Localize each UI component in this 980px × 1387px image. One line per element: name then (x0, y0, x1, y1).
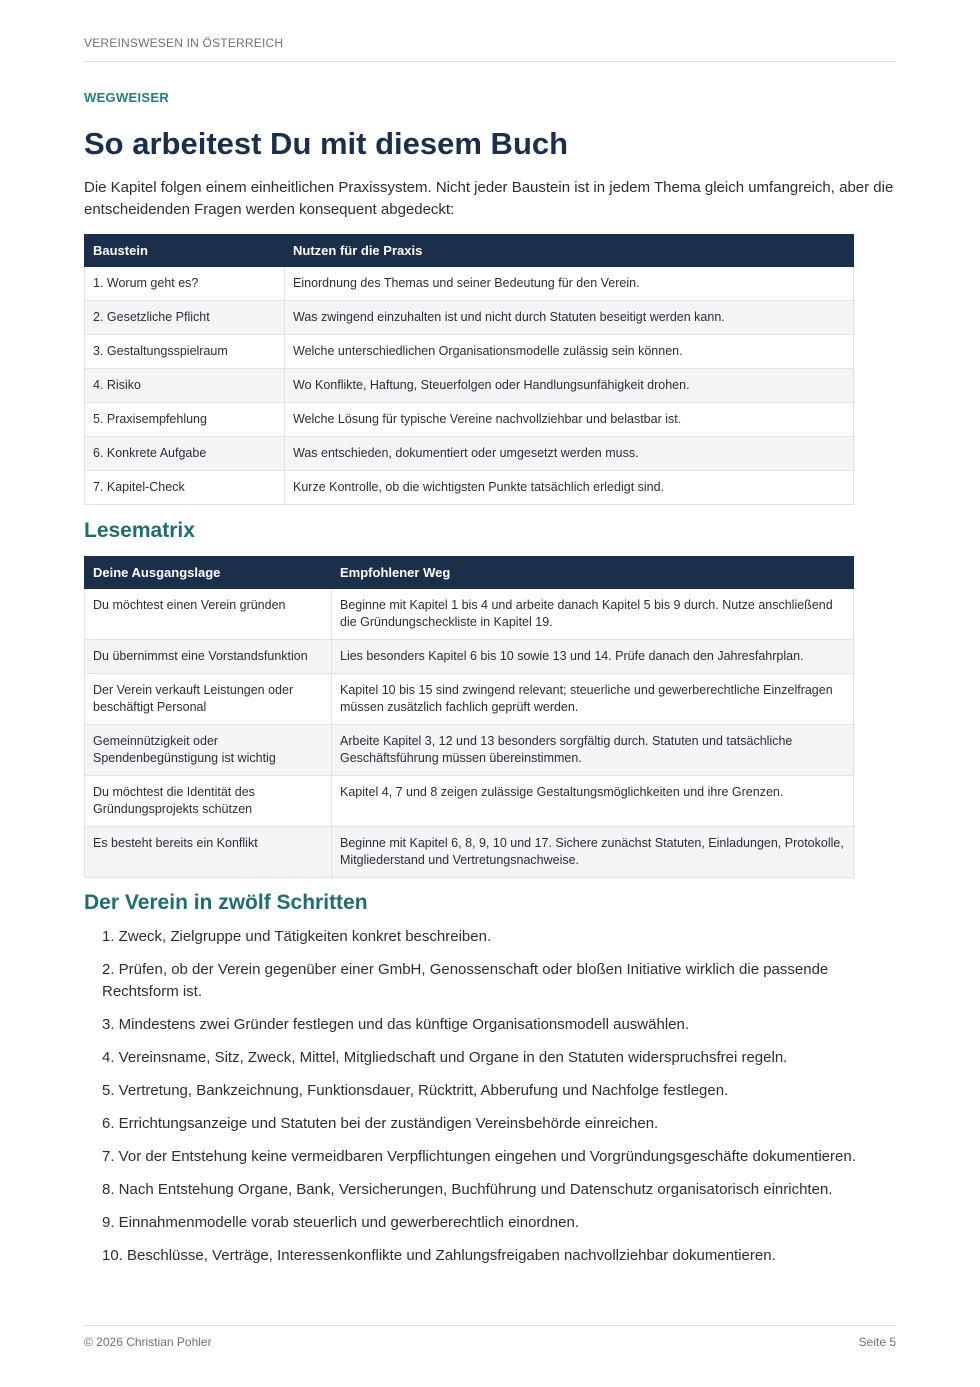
table-row (85, 471, 854, 505)
baustein-cell: 4. Risiko (85, 369, 285, 403)
weg-cell: Beginne mit Kapitel 6, 8, 9, 10 und 17. Sichere zunächst Statuten, Einladungen, Protokolle, Mitgliederstand und Vertretungsnachweise. (332, 827, 854, 878)
baustein-cell: 3. Gestaltungsspielraum (85, 335, 285, 369)
baustein-cell: 1. Worum geht es? (85, 267, 285, 301)
list-item: 8. Nach Entstehung Organe, Bank, Versicherungen, Buchführung und Datenschutz organisatorisch einrichten. (102, 1181, 833, 1198)
table-row (85, 674, 854, 725)
list-item: 7. Vor der Entstehung keine vermeidbaren Verpflichtungen eingehen und Vorgründungsgeschäfte dokumentieren. (102, 1148, 856, 1165)
column-header-nutzen: Nutzen für die Praxis (285, 235, 854, 267)
baustein-cell: 6. Konkrete Aufgabe (85, 437, 285, 471)
column-header-ausgangslage: Deine Ausgangslage (85, 557, 332, 589)
page-footer (84, 1325, 896, 1349)
steps-heading: Der Verein in zwölf Schritten (84, 891, 368, 914)
lesematrix-heading: Lesematrix (84, 519, 195, 542)
page-title: So arbeitest Du mit diesem Buch (84, 126, 569, 161)
table-row (85, 725, 854, 776)
list-item: 10. Beschlüsse, Verträge, Interessenkonflikte und Zahlungsfreigaben nachvollziehbar dokumentieren. (102, 1247, 776, 1264)
ausgangslage-cell: Gemeinnützigkeit oder Spendenbegünstigung ist wichtig (85, 725, 332, 776)
list-item: 6. Errichtungsanzeige und Statuten bei der zuständigen Vereinsbehörde einreichen. (102, 1115, 659, 1132)
table-row (85, 335, 854, 369)
weg-cell: Kapitel 10 bis 15 sind zwingend relevant; steuerliche und gewerberechtliche Einzelfragen müssen zusätzlich fachlich geprüft werden. (332, 674, 854, 725)
table-row (85, 369, 854, 403)
table-row (85, 776, 854, 827)
weg-cell: Kapitel 4, 7 und 8 zeigen zulässige Gestaltungsmöglichkeiten und ihre Grenzen. (332, 776, 854, 827)
table-row (85, 437, 854, 471)
ausgangslage-cell: Du übernimmst eine Vorstandsfunktion (85, 640, 332, 674)
ausgangslage-cell: Du möchtest die Identität des Gründungsprojekts schützen (85, 776, 332, 827)
table-row (85, 267, 854, 301)
table-header-row (85, 235, 854, 267)
list-item: 3. Mindestens zwei Gründer festlegen und das künftige Organisationsmodell auswählen. (102, 1016, 690, 1033)
table-row (85, 827, 854, 878)
column-header-weg: Empfohlener Weg (332, 557, 854, 589)
list-item: 2. Prüfen, ob der Verein gegenüber einer GmbH, Genossenschaft oder bloßen Initiative wirklich die passende Rechtsform ist. (102, 961, 829, 1000)
lesematrix-table (84, 556, 854, 878)
column-header-baustein: Baustein (85, 235, 285, 267)
nutzen-cell: Was zwingend einzuhalten ist und nicht durch Statuten beseitigt werden kann. (285, 301, 854, 335)
running-header: VEREINSWESEN IN ÖSTERREICH (84, 36, 896, 62)
weg-cell: Arbeite Kapitel 3, 12 und 13 besonders sorgfältig durch. Statuten und tatsächliche Geschäftsführung müssen übereinstimmen. (332, 725, 854, 776)
weg-cell: Beginne mit Kapitel 1 bis 4 und arbeite danach Kapitel 5 bis 9 durch. Nutze anschließend die Gründungscheckliste in Kapitel 19. (332, 589, 854, 640)
table-row (85, 640, 854, 674)
nutzen-cell: Welche Lösung für typische Vereine nachvollziehbar und belastbar ist. (285, 403, 854, 437)
copyright-text: © 2026 Christian Pohler (84, 1335, 212, 1349)
list-item: 5. Vertretung, Bankzeichnung, Funktionsdauer, Rücktritt, Abberufung und Nachfolge festlegen. (102, 1082, 729, 1099)
baustein-cell: 2. Gesetzliche Pflicht (85, 301, 285, 335)
table-row (85, 301, 854, 335)
baustein-cell: 5. Praxisempfehlung (85, 403, 285, 437)
ausgangslage-cell: Der Verein verkauft Leistungen oder beschäftigt Personal (85, 674, 332, 725)
ausgangslage-cell: Du möchtest einen Verein gründen (85, 589, 332, 640)
table-row (85, 403, 854, 437)
table-header-row (85, 557, 854, 589)
intro-paragraph: Die Kapitel folgen einem einheitlichen Praxissystem. Nicht jeder Baustein ist in jedem Thema gleich umfangreich, aber die entscheidenden Fragen werden konsequent abgedeckt: (84, 179, 894, 218)
ausgangslage-cell: Es besteht bereits ein Konflikt (85, 827, 332, 878)
table-row (85, 589, 854, 640)
nutzen-cell: Kurze Kontrolle, ob die wichtigsten Punkte tatsächlich erledigt sind. (285, 471, 854, 505)
page-number: Seite 5 (858, 1335, 896, 1349)
nutzen-cell: Einordnung des Themas und seiner Bedeutung für den Verein. (285, 267, 854, 301)
section-kicker: WEGWEISER (84, 90, 170, 105)
list-item: 1. Zweck, Zielgruppe und Tätigkeiten konkret beschreiben. (102, 928, 492, 945)
nutzen-cell: Was entschieden, dokumentiert oder umgesetzt werden muss. (285, 437, 854, 471)
list-item: 9. Einnahmenmodelle vorab steuerlich und gewerberechtlich einordnen. (102, 1214, 579, 1231)
baustein-cell: 7. Kapitel-Check (85, 471, 285, 505)
steps-list (102, 926, 896, 1278)
baustein-table (84, 234, 854, 505)
nutzen-cell: Wo Konflikte, Haftung, Steuerfolgen oder Handlungsunfähigkeit drohen. (285, 369, 854, 403)
weg-cell: Lies besonders Kapitel 6 bis 10 sowie 13 und 14. Prüfe danach den Jahresfahrplan. (332, 640, 854, 674)
list-item: 4. Vereinsname, Sitz, Zweck, Mittel, Mitgliedschaft und Organe in den Statuten widerspruchsfrei regeln. (102, 1049, 788, 1066)
nutzen-cell: Welche unterschiedlichen Organisationsmodelle zulässig sein können. (285, 335, 854, 369)
document-page (84, 0, 896, 1387)
